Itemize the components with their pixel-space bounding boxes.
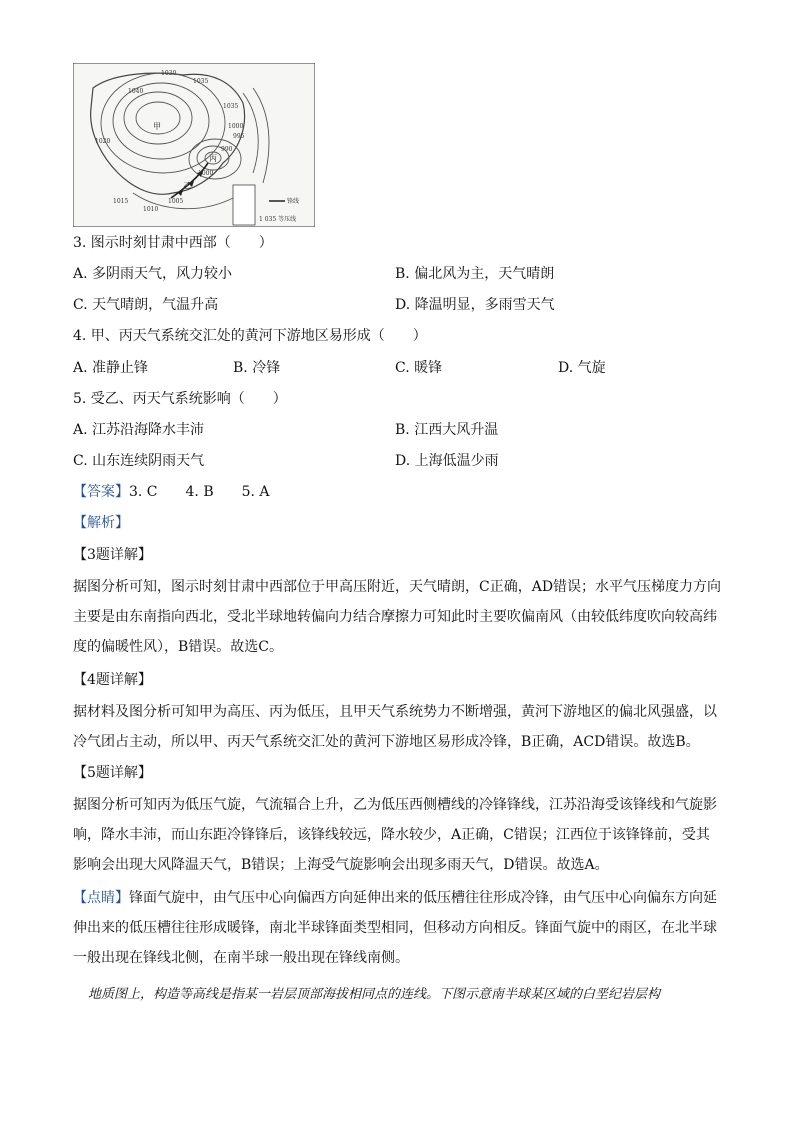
q4-option-d: D. 气旋 bbox=[558, 360, 606, 376]
legend-front-label: 锋线 bbox=[287, 198, 300, 205]
q3-option-c: C. 天气晴朗，气温升高 bbox=[73, 297, 219, 313]
q5-option-c: C. 山东连续阴雨天气 bbox=[73, 453, 205, 469]
q3-option-d: D. 降温明显，多雨雪天气 bbox=[395, 297, 555, 313]
detail-5-title: 【5题详解】 bbox=[73, 765, 152, 781]
tip-tag: 【点睛】 bbox=[73, 890, 129, 906]
detail-4-text: 据材料及图分析可知甲为高压、丙为低压，且甲天气系统势力不断增强，黄河下游地区的偏北风强盛，以冷气团占主动，所以甲、丙天气系统交汇处的黄河下游地区易形成冷锋，B正确，ACD错误。故选B。 bbox=[73, 704, 717, 750]
answer-text: 3. C 4. B 5. A bbox=[129, 484, 270, 500]
q5-stem: 5. 受乙、丙天气系统影响（ ） bbox=[73, 391, 287, 407]
q3-stem: 3. 图示时刻甘肃中西部（ ） bbox=[73, 235, 273, 251]
q4-option-a: A. 准静止锋 bbox=[73, 360, 149, 376]
detail-4-title: 【4题详解】 bbox=[73, 672, 152, 688]
detail-3-title: 【3题详解】 bbox=[73, 547, 152, 563]
q5-option-a: A. 江苏沿海降水丰沛 bbox=[73, 422, 205, 438]
q4-option-b: B. 冷锋 bbox=[233, 360, 281, 376]
detail-3-text: 据图分析可知，图示时刻甘肃中西部位于甲高压附近，天气晴朗，C正确，AD错误；水平气压梯度力方向主要是由东南指向西北，受北半球地转偏向力结合摩擦力可知此时主要吹偏南风（由较低纬度吹向较高纬度的偏暖性风），B错误。故选C。 bbox=[73, 579, 722, 655]
tip-text: 锋面气旋中，由气压中心向偏西方向延伸出来的低压槽往往形成冷锋，由气压中心向偏东方向延伸出来的低压槽往往形成暖锋，南北半球锋面类型相同，但移动方向相反。锋面气旋中的雨区，在北半球一般出现在锋线北侧，在南半球一般出现在锋线南侧。 bbox=[73, 890, 717, 966]
answer-line bbox=[73, 482, 270, 502]
detail-5-text: 据图分析可知丙为低压气旋，气流辐合上升，乙为低压西侧槽线的冷锋锋线，江苏沿海受该锋线和气旋影响，降水丰沛，而山东距冷锋锋后，该锋线较远，降水较少，A正确，C错误；江西位于该锋锋前，受其影响会出现大风降温天气，B错误；上海受气旋影响会出现多雨天气，D错误。故选A。 bbox=[73, 797, 717, 873]
system-label-yi: 乙 bbox=[183, 181, 191, 190]
isobar-label: 1015 bbox=[113, 198, 129, 205]
next-question-intro: 地质图上，构造等高线是指某一岩层顶部海拔相同点的连线。下图示意南半球某区域的白垩纪岩层构 bbox=[88, 987, 661, 1002]
isobar-label: 1040 bbox=[128, 88, 144, 95]
q5-option-d: D. 上海低温少雨 bbox=[395, 453, 499, 469]
isobar-label: 1010 bbox=[143, 206, 159, 213]
weather-map-figure bbox=[73, 63, 315, 227]
q4-option-c: C. 暖锋 bbox=[395, 360, 443, 376]
isobar-label: 1035 bbox=[223, 103, 239, 110]
isobar-label: 1030 bbox=[161, 70, 177, 77]
answer-tag: 【答案】 bbox=[73, 484, 129, 500]
isobar-label: 1000 bbox=[228, 123, 244, 130]
isobar-label: 1020 bbox=[95, 138, 111, 145]
q3-option-a: A. 多阴雨天气，风力较小 bbox=[73, 266, 233, 282]
map-inset bbox=[233, 185, 255, 225]
analysis-tag: 【解析】 bbox=[73, 515, 129, 531]
q5-option-b: B. 江西大风升温 bbox=[395, 422, 499, 438]
legend-isobar-label: 1 035 等压线 bbox=[259, 216, 297, 223]
tip-paragraph bbox=[73, 883, 723, 973]
isobar-label: 990 bbox=[221, 146, 233, 153]
isobar-label: 1005 bbox=[168, 198, 184, 205]
q3-option-b: B. 偏北风为主，天气晴朗 bbox=[395, 266, 555, 282]
q4-stem: 4. 甲、丙天气系统交汇处的黄河下游地区易形成（ ） bbox=[73, 328, 427, 344]
system-label-bing: 丙 bbox=[209, 154, 217, 163]
isobar-label: 1000 bbox=[198, 170, 214, 177]
system-label-jia: 甲 bbox=[153, 122, 161, 131]
isobar-label: 1035 bbox=[193, 78, 209, 85]
isobar-label: 995 bbox=[233, 133, 245, 140]
